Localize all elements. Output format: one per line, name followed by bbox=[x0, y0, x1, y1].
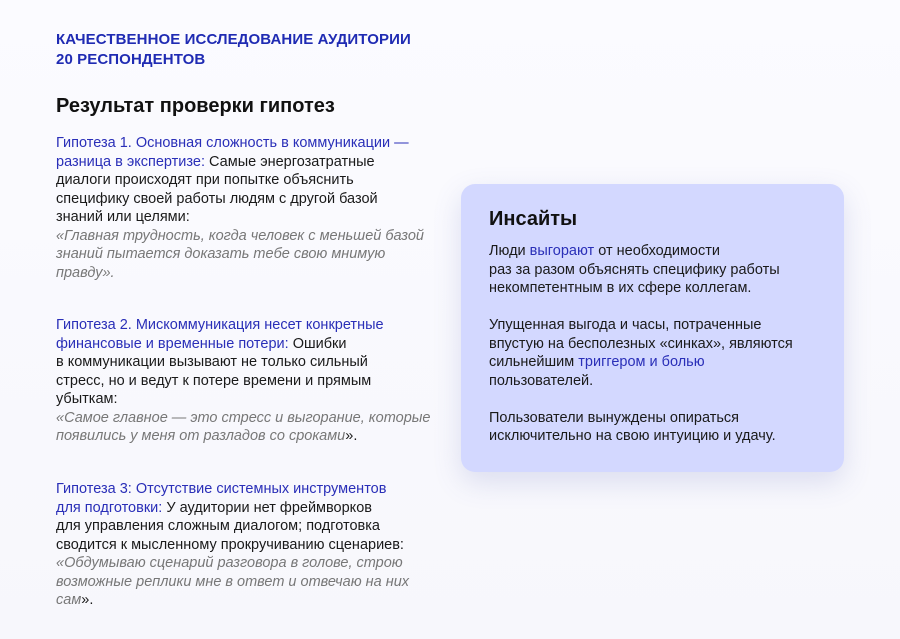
hypothesis-text: специфику своей работы людям с другой базой bbox=[56, 190, 378, 207]
insight-paragraph-2 bbox=[489, 316, 829, 390]
hypothesis-text: У аудитории нет фреймворков bbox=[162, 499, 372, 516]
hypothesis-3 bbox=[56, 480, 456, 610]
hypothesis-1 bbox=[56, 134, 456, 282]
hypothesis-text: диалоги происходят при попытке объяснить bbox=[56, 172, 354, 188]
hypothesis-text: Самые энергозатратные bbox=[205, 153, 375, 170]
section-title: Результат проверки гипотез bbox=[56, 95, 335, 117]
hypothesis-quote: «Самое главное — это стресс и выгорание, которые bbox=[56, 409, 431, 426]
insight-text: от необходимости bbox=[594, 243, 720, 259]
hypothesis-text: для управления сложным диалогом; подготовка bbox=[56, 518, 380, 534]
hypothesis-title: Гипотеза 3: Отсутствие системных инструментов bbox=[56, 481, 387, 497]
hypothesis-text: знаний или целями: bbox=[56, 209, 190, 225]
insight-text: Упущенная выгода и часы, потраченные bbox=[489, 317, 762, 333]
hypothesis-text: в коммуникации вызывают не только сильный bbox=[56, 354, 368, 370]
header-title: КАЧЕСТВЕННОЕ ИССЛЕДОВАНИЕ АУДИТОРИИ bbox=[56, 31, 411, 48]
hypothesis-text: стресс, но и ведут к потере времени и прямым bbox=[56, 372, 372, 389]
hypothesis-text: сводится к мысленному прокручиванию сценариев: bbox=[56, 536, 404, 553]
header-subtitle: 20 РЕСПОНДЕНТОВ bbox=[56, 51, 206, 68]
insight-highlight: выгорают bbox=[529, 243, 595, 259]
insight-text: некомпетентным в их сфере коллегам. bbox=[489, 280, 752, 296]
hypothesis-title: финансовые и временные потери: bbox=[56, 335, 289, 352]
hypothesis-text: убыткам: bbox=[56, 391, 118, 407]
hypothesis-title: Гипотеза 2. Мискоммуникация несет конкретные bbox=[56, 317, 384, 333]
insight-text: впустую на бесполезных «синках», являются bbox=[489, 335, 793, 352]
report-header bbox=[56, 30, 411, 70]
hypothesis-quote: правду». bbox=[56, 264, 115, 281]
insight-text: раз за разом объяснять специфику работы bbox=[489, 261, 780, 278]
insights-card bbox=[461, 184, 844, 472]
quote-end: ». bbox=[345, 428, 358, 444]
insights-body bbox=[489, 242, 829, 446]
hypothesis-text: Ошибки bbox=[288, 335, 347, 352]
hypothesis-quote: сам bbox=[56, 592, 82, 608]
hypothesis-quote: возможные реплики мне в ответ и отвечаю на них bbox=[56, 573, 410, 590]
insight-paragraph-1 bbox=[489, 242, 829, 298]
insight-text: Люди bbox=[489, 243, 530, 259]
insights-title: Инсайты bbox=[489, 208, 578, 230]
insight-paragraph-3 bbox=[489, 409, 829, 446]
insight-text: пользователей. bbox=[489, 372, 594, 389]
hypothesis-title: Гипотеза 1. Основная сложность в коммуникации — bbox=[56, 135, 409, 151]
insight-text: сильнейшим bbox=[489, 354, 579, 370]
hypothesis-2 bbox=[56, 316, 456, 446]
hypothesis-quote: знаний пытается доказать тебе свою мнимую bbox=[56, 246, 386, 262]
hypothesis-quote: «Обдумываю сценарий разговора в голове, строю bbox=[56, 555, 403, 571]
insight-highlight: триггером и болью bbox=[578, 354, 705, 370]
hypothesis-title: разница в экспертизе: bbox=[56, 153, 205, 170]
hypothesis-quote: появились у меня от разладов со сроками bbox=[56, 428, 346, 444]
hypothesis-quote: «Главная трудность, когда человек с меньшей базой bbox=[56, 227, 424, 244]
insight-text: Пользователи вынуждены опираться bbox=[489, 409, 740, 426]
quote-end: ». bbox=[81, 592, 94, 608]
hypothesis-title: для подготовки: bbox=[56, 499, 163, 516]
insight-text: исключительно на свою интуицию и удачу. bbox=[489, 428, 776, 444]
